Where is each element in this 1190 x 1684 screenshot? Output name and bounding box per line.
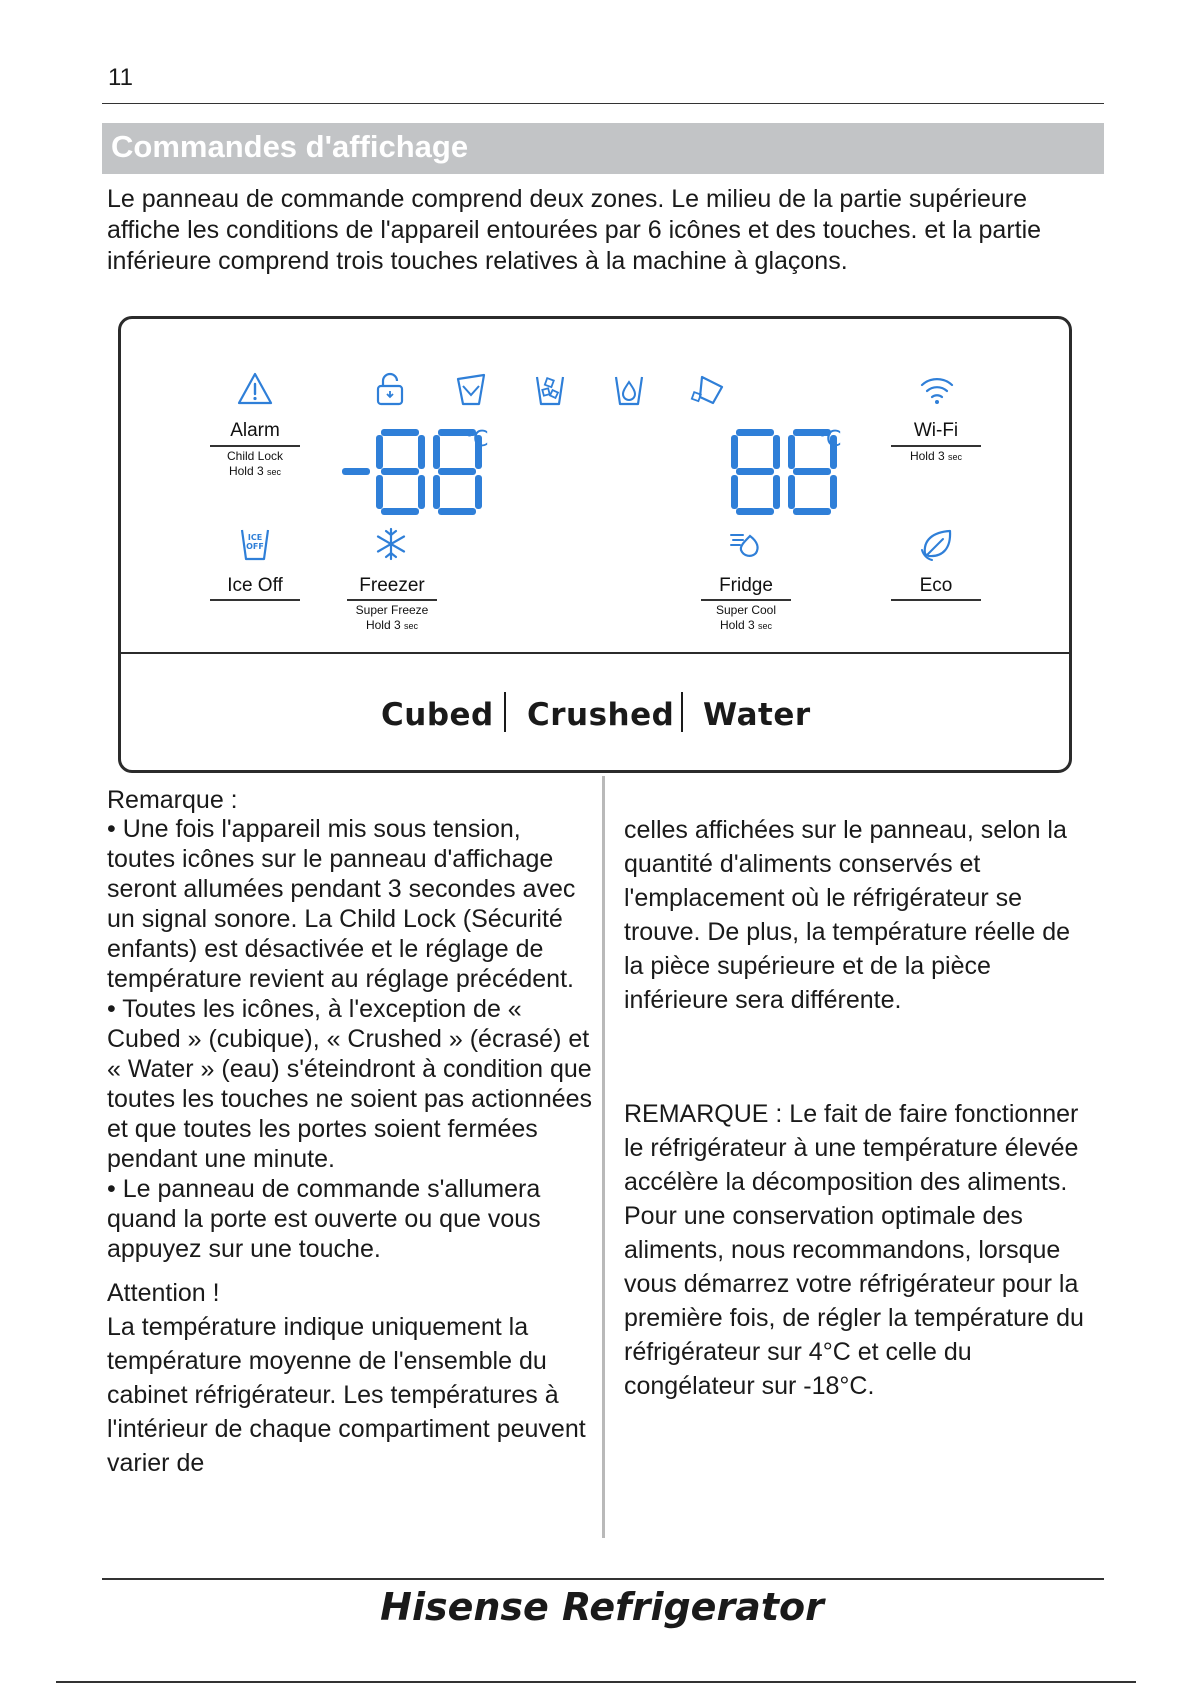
remark-bullet-2: • Toutes les icônes, à l'exception de « Cubed » (cubique), « Crushed » (écrasé) et « Water » (eau) s'éteindront à condition que toutes les touches ne soient pas actionnées et que toutes les portes soient fermées pendant une minute. [107, 995, 593, 1173]
freezer-label: Freezer [359, 575, 425, 596]
remark-temperature-note: REMARQUE : Le fait de faire fonctionner le réfrigérateur à une température élevée accélère la décomposition des aliments. Pour une conservation optimale des aliments, nous recommandons, lorsque vous démarrez votre réfrigérateur pour la première fois, de régler la température du réfrigérateur sur 4°C et celle du congélateur sur -18°C. [624, 1100, 1084, 1400]
freezer-digit-1 [376, 429, 425, 515]
crushed-button[interactable]: Crushed [527, 697, 675, 733]
page-bottom-line [56, 1681, 1136, 1683]
ice-button-separator [504, 692, 506, 732]
alarm-icon [235, 369, 275, 409]
svg-text:ICE: ICE [247, 533, 263, 542]
fridge-sublabel: Super Cool Hold 3 sec [715, 603, 777, 632]
attention-title: Attention ! [107, 1279, 220, 1307]
eco-label: Eco [919, 575, 953, 596]
footer-brand: Hisense Refrigerator [380, 1585, 824, 1629]
fridge-rule [701, 599, 791, 601]
lock-icon [370, 369, 410, 409]
svg-text:OFF: OFF [246, 542, 264, 551]
wifi-label: Wi-Fi [913, 420, 959, 441]
column-divider [602, 776, 605, 1538]
remark-title: Remarque : [107, 786, 238, 814]
wifi-rule [891, 445, 981, 447]
freezer-unit: ℃ [464, 426, 489, 451]
page-number: 11 [108, 64, 133, 91]
right-column [624, 813, 1094, 1403]
wifi-sublabel: Hold 3 sec [909, 449, 963, 463]
control-panel-diagram [118, 316, 1072, 773]
water-drop-icon [609, 369, 649, 409]
water-filter-icon [451, 369, 491, 409]
ice-button-separator [681, 692, 683, 732]
alarm-label: Alarm [230, 420, 280, 441]
fridge-digit-1 [731, 429, 780, 515]
eco-rule [891, 599, 981, 601]
ice-maker-buttons [121, 654, 1069, 773]
alarm-sublabel: Child Lock Hold 3 sec [226, 449, 284, 478]
freezer-rule [347, 599, 437, 601]
super-cool-icon [726, 524, 766, 564]
wifi-icon [917, 369, 957, 409]
fridge-label: Fridge [719, 575, 773, 596]
remark-bullet-1: • Une fois l'appareil mis sous tension, toutes icônes sur le panneau d'affichage seront allumées pendant 3 secondes avec un signal sonore. La Child Lock (Sécurité enfants) est désactivée et le réglage de température revient au réglage précédent. [107, 815, 576, 993]
footer-rule [102, 1578, 1104, 1580]
ice-crushed-icon [530, 369, 570, 409]
snowflake-icon [371, 524, 411, 564]
attention-text: La température indique uniquement la température moyenne de l'ensemble du cabinet réfrigérateur. Les températures à l'intérieur de chaque compartiment peuvent varier de [107, 1313, 586, 1477]
eco-leaf-icon [917, 524, 957, 564]
ice-off-icon [235, 524, 275, 564]
left-column [107, 786, 595, 1480]
header-rule [102, 103, 1104, 104]
remark-bullet-3: • Le panneau de commande s'allumera quand la porte est ouverte ou que vous appuyez sur une touche. [107, 1175, 541, 1263]
water-button[interactable]: Water [703, 697, 811, 733]
ice-scoop-icon [688, 369, 728, 409]
fridge-unit: ℃ [817, 426, 842, 451]
intro-paragraph: Le panneau de commande comprend deux zones. Le milieu de la partie supérieure affiche les conditions de l'appareil entourées par 6 icônes et des touches. et la partie inférieure comprend trois touches relatives à la machine à glaçons. [107, 185, 1042, 275]
ice-off-label: Ice Off [227, 575, 283, 596]
alarm-rule [210, 445, 300, 447]
cubed-button[interactable]: Cubed [381, 697, 494, 733]
section-banner [102, 123, 1104, 174]
section-title: Commandes d'affichage [111, 129, 469, 164]
attention-continuation: celles affichées sur le panneau, selon la quantité d'aliments conservés et l'emplacement où le réfrigérateur se trouve. De plus, la température réelle de la pièce supérieure et de la pièce inférieure sera différente. [624, 816, 1071, 1014]
freezer-sublabel: Super Freeze Hold 3 sec [355, 603, 429, 632]
ice-off-rule [210, 599, 300, 601]
